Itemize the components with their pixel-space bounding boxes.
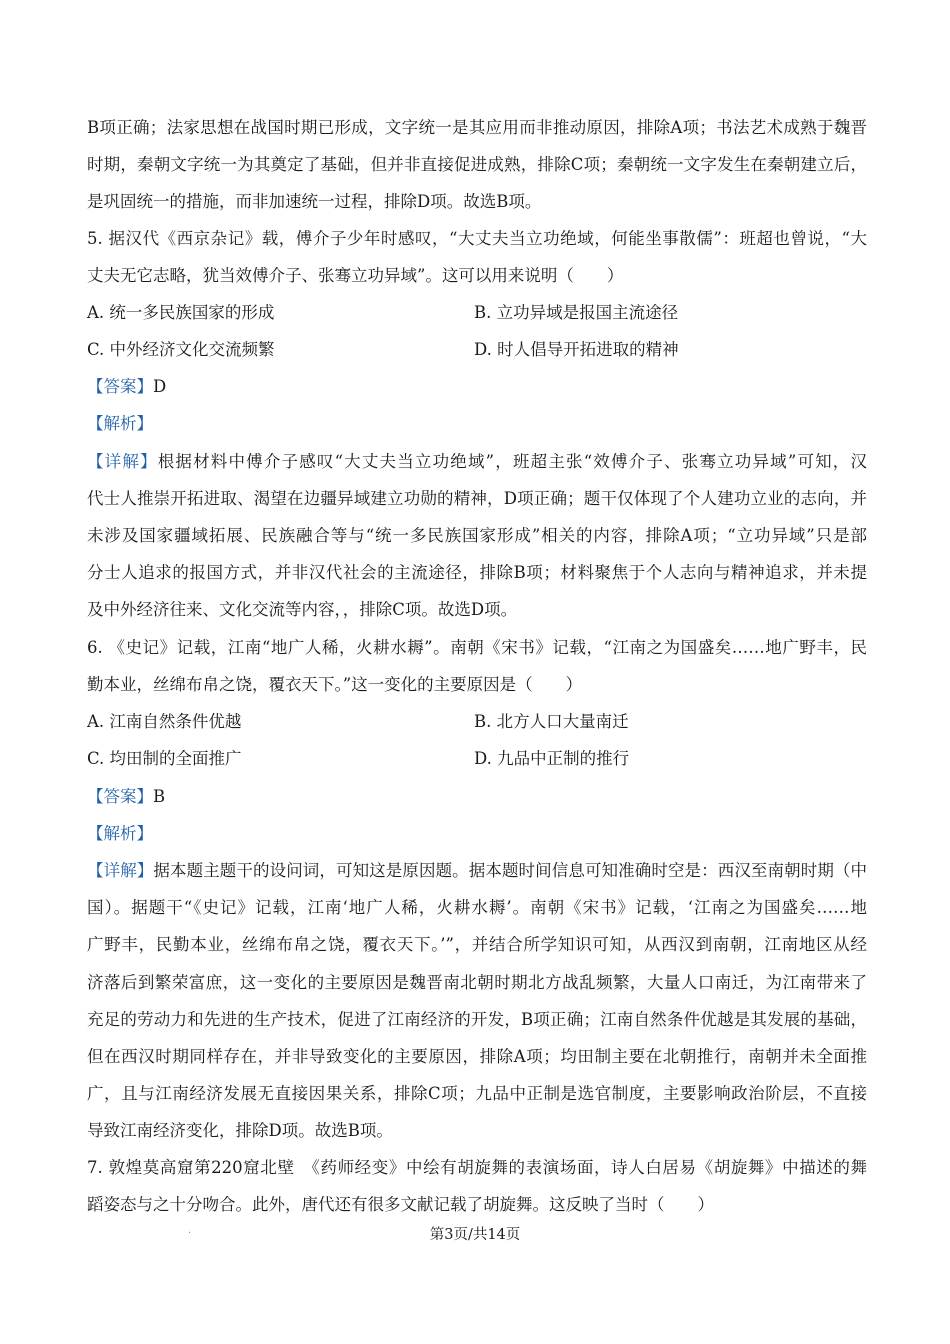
q6-answer — [87, 786, 165, 808]
q7-stem-line: 7. 敦煌莫高窟第220窟北壁 《药师经变》中绘有胡旋舞的表演场面，诗人白居易《胡旋舞》中描述的舞 — [87, 1158, 867, 1177]
q6-detail-line: 导致江南经济变化，排除D项。故选B项。 — [87, 1121, 393, 1140]
prev-explanation-line: B项正确；法家思想在战国时期已形成，文字统一是其应用而非推动原因，排除A项；书法艺术成熟于魏晋 — [87, 118, 867, 137]
q5-option-d: D. 时人倡导开拓进取的精神 — [474, 340, 679, 359]
q6-detail-line: 但在西汉时期同样存在，并非导致变化的主要原因，排除A项；均田制主要在北朝推行，南朝并未全面推 — [87, 1047, 867, 1066]
q5-stem-line: 丈夫无它志略，犹当效傅介子、张骞立功异域”。这可以用来说明（ ） — [87, 266, 624, 285]
q6-detail-line: 国）。据题干“《史记》记载，江南‘地广人稀，火耕水耨’。南朝《宋书》记载，‘江南之为国盛矣……地 — [87, 898, 867, 917]
q5-detail-line: 未涉及国家疆域拓展、民族融合等与“统一多民族国家形成”相关的内容，排除A项；“立功异域”只是部 — [87, 526, 867, 545]
q6-stem-line: 勤本业，丝绵布帛之饶，覆衣天下。”这一变化的主要原因是（ ） — [87, 675, 583, 694]
q6-option-a: A. 江南自然条件优越 — [87, 712, 242, 731]
q5-detail-line: 【详解】根据材料中傅介子感叹“大丈夫当立功绝域”，班超主张“效傅介子、张骞立功异域”可知，汉 — [87, 452, 867, 471]
q6-detail-line: 充足的劳动力和先进的生产技术，促进了江南经济的开发，B项正确；江南自然条件优越是其发展的基础， — [87, 1010, 867, 1029]
answer-tag: 【答案】 — [87, 377, 153, 396]
q5-option-a: A. 统一多民族国家的形成 — [87, 303, 275, 322]
q6-option-b: B. 北方人口大量南迁 — [474, 712, 629, 731]
q5-option-b: B. 立功异域是报国主流途径 — [474, 303, 679, 322]
q6-detail-line: 广，且与江南经济发展无直接因果关系，排除C项；九品中正制是选官制度，主要影响政治阶层，不直接 — [87, 1084, 867, 1103]
q5-option-c: C. 中外经济文化交流频繁 — [87, 340, 275, 359]
q5-detail-line: 及中外经济往来、文化交流等内容，，排除C项。故选D项。 — [87, 600, 518, 619]
q6-detail-line: 广野丰，民勤本业，丝绵布帛之饶，覆衣天下。’”，并结合所学知识可知，从西汉到南朝，江南地区从经 — [87, 935, 867, 954]
answer-value: D — [153, 377, 167, 396]
detail-tag: 【详解】 — [87, 452, 158, 471]
prev-explanation-line: 时期，秦朝文字统一为其奠定了基础，但并非直接促进成熟，排除C项；秦朝统一文字发生在秦朝建立后， — [87, 155, 867, 174]
q7-stem-line: 蹈姿态与之十分吻合。此外，唐代还有很多文献记载了胡旋舞。这反映了当时（ ） — [87, 1195, 714, 1214]
q6-option-d: D. 九品中正制的推行 — [474, 749, 630, 768]
answer-value: B — [153, 787, 166, 806]
footer-dot: · — [188, 1228, 192, 1239]
page-number: 第3页/共14页 — [429, 1227, 521, 1243]
q6-detail-line: 【详解】据本题主题干的设问词，可知这是原因题。据本题时间信息可知准确时空是：西汉至南朝时期（中 — [87, 861, 868, 880]
q5-answer — [87, 376, 166, 398]
q6-analysis-tag: 【解析】 — [87, 824, 153, 843]
answer-tag: 【答案】 — [87, 787, 153, 806]
detail-tag: 【详解】 — [87, 861, 154, 880]
q6-stem-line: 6. 《史记》记载，江南“地广人稀，火耕水耨”。南朝《宋书》记载，“江南之为国盛矣……地广野丰，民 — [87, 638, 867, 657]
q5-analysis-tag: 【解析】 — [87, 414, 153, 433]
q5-detail-line: 分士人追求的报国方式，并非汉代社会的主流途径，排除B项；材料聚焦于个人志向与精神追求，并未提 — [87, 563, 867, 582]
q6-option-c: C. 均田制的全面推广 — [87, 749, 242, 768]
prev-explanation-line: 是巩固统一的措施，而非加速统一过程，排除D项。故选B项。 — [87, 192, 542, 211]
q6-detail-line: 济落后到繁荣富庶，这一变化的主要原因是魏晋南北朝时期北方战乱频繁，大量人口南迁，为江南带来了 — [87, 973, 867, 992]
q5-detail-line: 代士人推崇开拓进取、渴望在边疆异域建立功勋的精神，D项正确；题干仅体现了个人建功立业的志向，并 — [87, 489, 867, 508]
q5-stem-line: 5. 据汉代《西京杂记》载，傅介子少年时感叹，“大丈夫当立功绝域，何能坐事散儒”：班超也曾说，“大 — [87, 229, 867, 248]
